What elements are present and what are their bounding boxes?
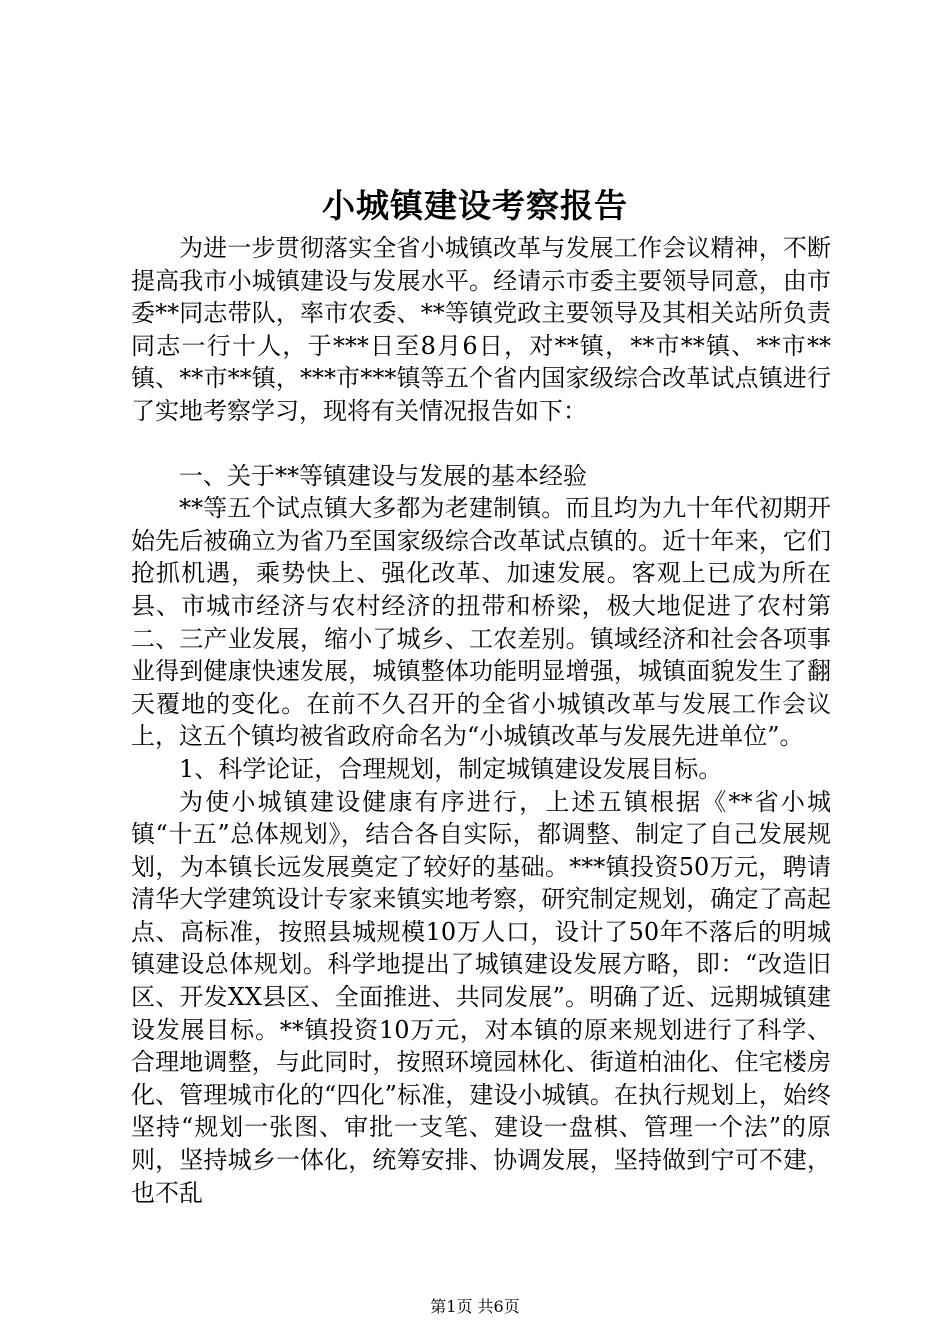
body-paragraph: 为使小城镇建设健康有序进行，上述五镇根据《**省小城镇“十五”总体规划》，结合各自实际，都调整、制定了自己发展规划，为本镇长远发展奠定了较好的基础。***镇投资50万元，聘请清华大学建筑设计专家来镇实地考察，研究制定规划，确定了高起点、高标准，按照县城规模10万人口，设计了50年不落后的明城镇建设总体规划。科学地提出了城镇建设发展方略，即：“改造旧区、开发XX县区、全面推进、共同发展”。明确了近、远期城镇建设发展目标。**镇投资10万元，对本镇的原来规划进行了科学、合理地调整，与此同时，按照环境园林化、街道柏油化、住宅楼房化、管理城市化的“四化”标准，建设小城镇。在执行规划上，始终坚持“规划一张图、审批一支笔、建设一盘棋、管理一个法”的原则，坚持城乡一体化，统筹安排、协调发展，坚持做到宁可不建，也不乱 [131, 787, 831, 1207]
page-footer: 第1页 共6页 [430, 1297, 520, 1316]
subsection-heading-1: 1、科学论证，合理规划，制定城镇建设发展目标。 [179, 754, 723, 783]
document-title: 小城镇建设考察报告 [322, 186, 628, 225]
document-body [131, 232, 831, 1209]
body-paragraph: **等五个试点镇大多都为老建制镇。而且均为九十年代初期开始先后被确立为省乃至国家级综合改革试点镇的。近十年来，它们抢抓机遇，乘势快上、强化改革、加速发展。客观上已成为所在县、市城市经济与农村经济的扭带和桥梁，极大地促进了农村第二、三产业发展，缩小了城乡、工农差别。镇域经济和社会各项事业得到健康快速发展，城镇整体功能明显增强，城镇面貌发生了翻天覆地的变化。在前不久召开的全省小城镇改革与发展工作会议上，这五个镇均被省政府命名为“小城镇改革与发展先进单位”。 [131, 494, 831, 751]
section-heading-1: 一、关于**等镇建设与发展的基本经验 [179, 461, 587, 490]
intro-paragraph: 为进一步贯彻落实全省小城镇改革与发展工作会议精神，不断提高我市小城镇建设与发展水平。经请示市委主要领导同意，由市委**同志带队，率市农委、**等镇党政主要领导及其相关站所负责同志一行十人，于***日至8月6日，对**镇，**市**镇、**市**镇、**市**镇，***市***镇等五个省内国家级综合改革试点镇进行了实地考察学习，现将有关情况报告如下： [131, 234, 831, 425]
